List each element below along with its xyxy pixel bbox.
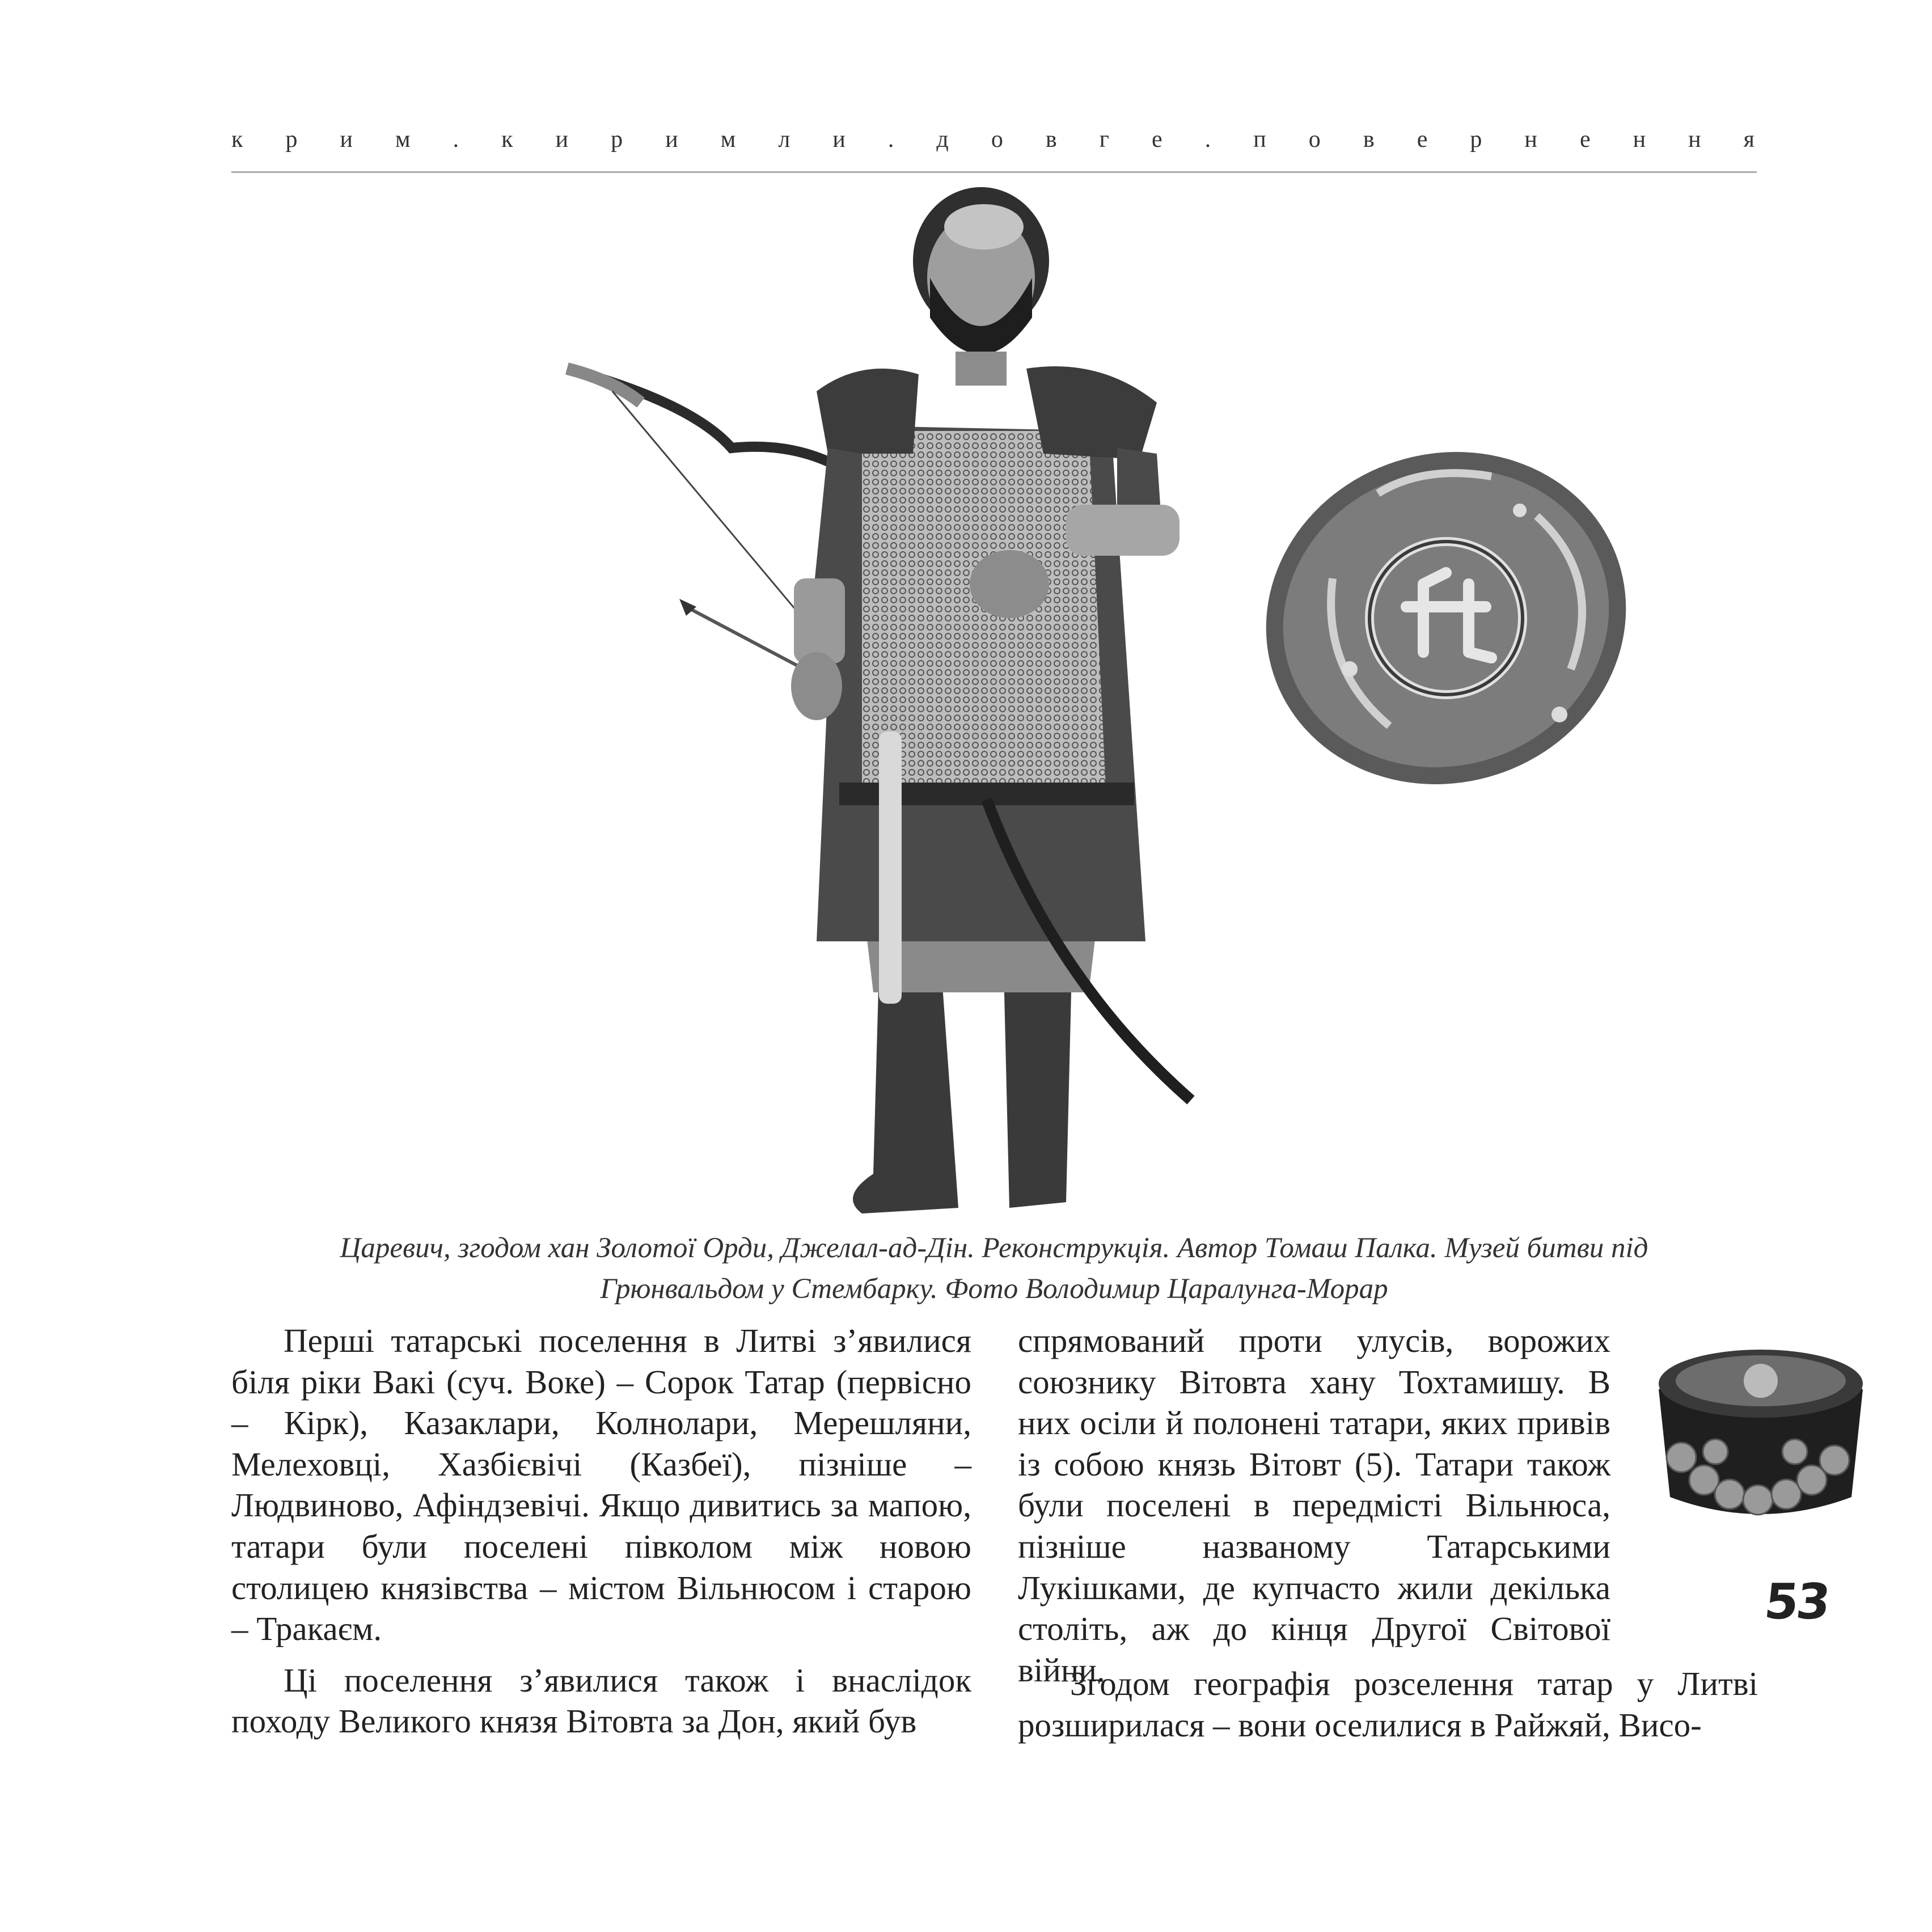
paragraph: Перші татарські поселення в Литві з’явилися біля ріки Вакі (суч. Воке) – Сорок Татар (первісно – Кірк), Казаклари, Колнолари, Мерешляни, Мелеховці, Хазбієвічі (Казбеї), пізніше – Людвиново, Афіндзевічі. Якщо дивитись за мапою, татари були поселені півколом між новою столицею князівства – містом Вільнюсом і старою – Тракаєм. bbox=[231, 1322, 971, 1648]
caption-line-1: Царевич, згодом хан Золотої Орди, Джелал-ад-Дін. Реконструкція. Автор Томаш Палка. Музей битви під bbox=[340, 1232, 1648, 1264]
running-head bbox=[231, 126, 1755, 153]
caption-line-2: Грюнвальдом у Стембарку. Фото Володимир Царалунга-Морар bbox=[600, 1273, 1388, 1305]
paragraph: Ці поселення з’явилися також і внаслідок походу Великого князя Вітовта за Дон, який був bbox=[231, 1661, 971, 1740]
body-column-left bbox=[231, 1320, 971, 1742]
figure-caption bbox=[231, 1228, 1757, 1309]
paragraph: спрямований проти улусів, ворожих союзнику Вітовта хану Тохтамишу. В них осіли й полонені татари, яких привів із собою князь Вітовт (5). Татари також були поселені в передмісті Вільнюса, пізніше названому Татарськими Лукішками, де купчасто жили декілька століть, аж до кінця Другої Світової війни. bbox=[1018, 1322, 1610, 1689]
body-column-right-continued bbox=[1018, 1663, 1758, 1745]
coin-hat-image bbox=[1647, 1327, 1874, 1537]
page-number: 53 bbox=[1761, 1574, 1831, 1630]
paragraph: Згодом географія розселення татар у Литві розширилася – вони оселилися в Райжяй, Висо- bbox=[1018, 1665, 1758, 1744]
coin-image bbox=[1253, 431, 1639, 805]
header-rule bbox=[231, 171, 1757, 173]
body-column-right bbox=[1018, 1320, 1610, 1690]
warrior-reconstruction-image bbox=[544, 187, 1304, 1236]
running-head-text: к р и м . к и р и м л и . д о в г е . п о в е р н е н н я bbox=[231, 126, 1755, 153]
